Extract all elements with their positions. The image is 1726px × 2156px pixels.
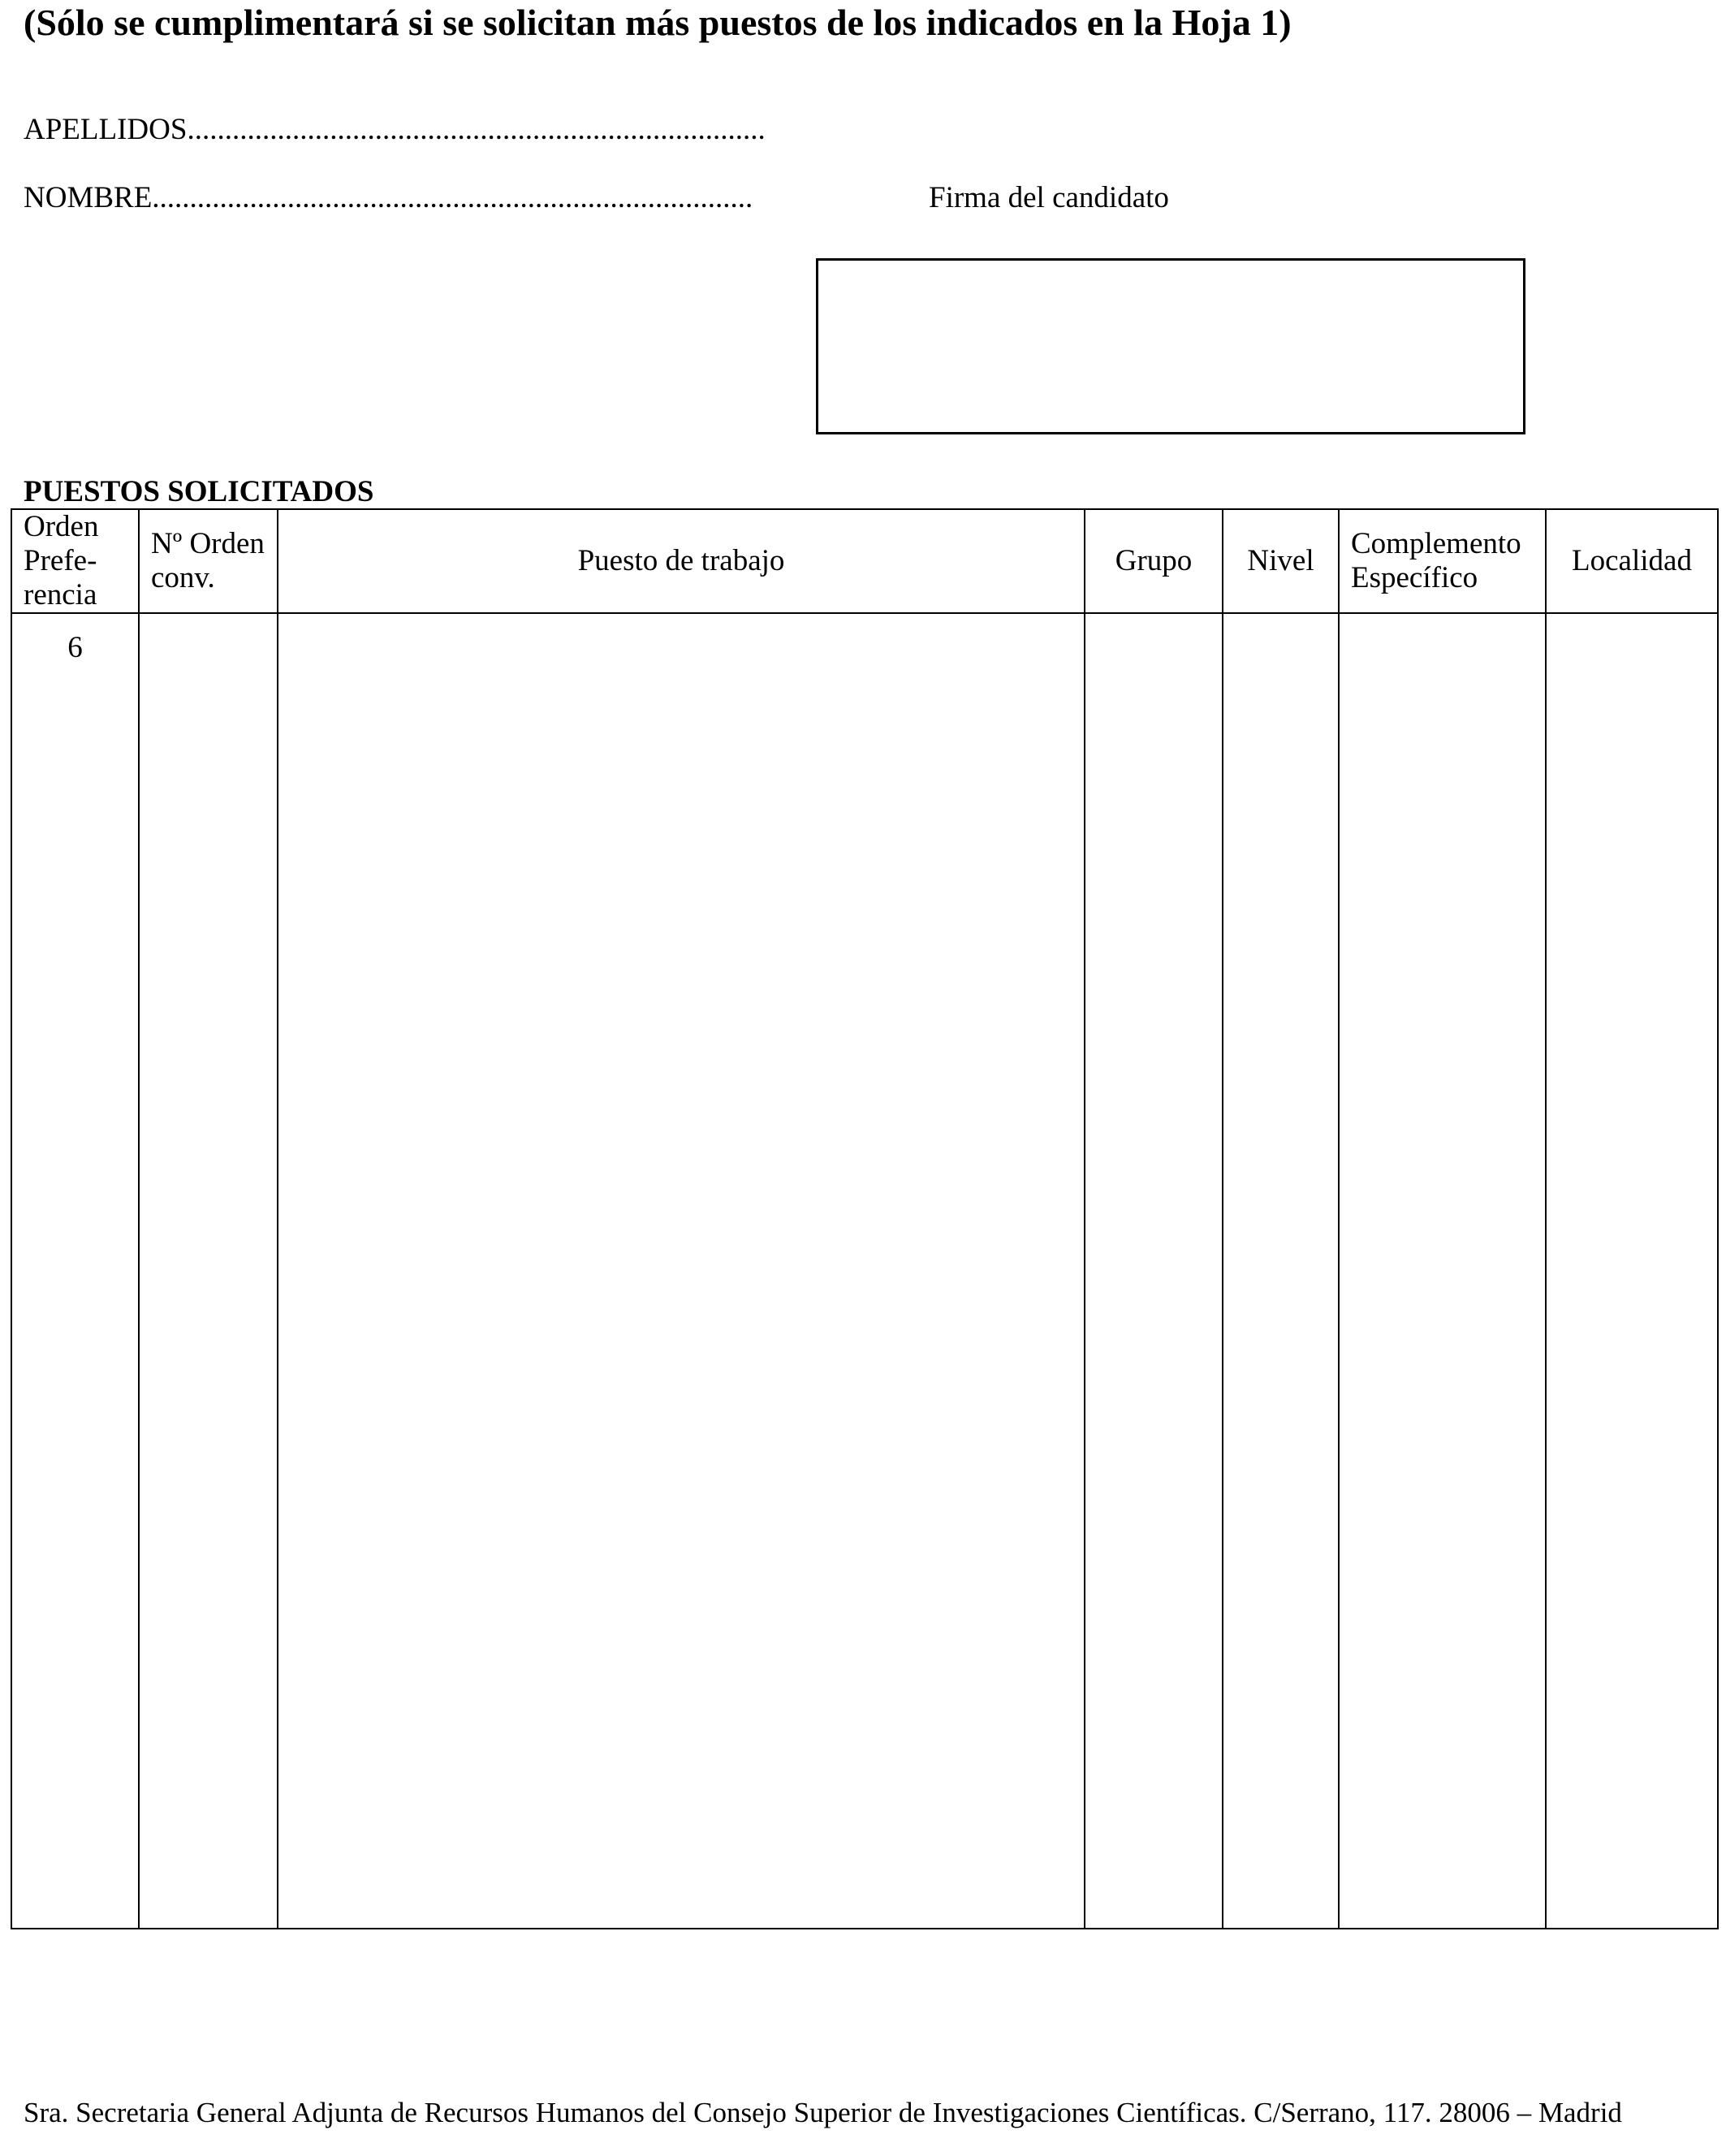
header-localidad: Localidad [1546,509,1718,613]
apellidos-field[interactable]: APELLIDOS............................................................................. [24,113,766,146]
header-orden-preferencia-line: Prefe- [24,544,97,577]
cell-complemento[interactable] [1339,613,1546,1929]
header-complemento-line: Específico [1351,561,1478,594]
header-grupo: Grupo [1085,509,1223,613]
header-orden-preferencia [11,509,139,613]
header-n-orden-conv-line: conv. [151,561,215,594]
header-n-orden-conv-line: Nº Orden [151,527,265,560]
header-complemento [1339,509,1546,613]
table-row [11,613,1718,1929]
cell-puesto[interactable] [278,613,1085,1929]
header-n-orden-conv [139,509,278,613]
cell-nivel[interactable] [1223,613,1339,1929]
firma-label: Firma del candidato [929,181,1169,214]
section-title: PUESTOS SOLICITADOS [24,475,374,508]
positions-table [11,508,1719,1929]
header-orden-preferencia-line: rencia [24,578,97,611]
nombre-field[interactable]: NOMBRE................................................................................ [24,181,753,214]
header-puesto: Puesto de trabajo [278,509,1085,613]
cell-grupo[interactable] [1085,613,1223,1929]
signature-box[interactable] [816,258,1525,434]
header-complemento-line: Complemento [1351,527,1521,560]
header-orden-preferencia-line: Orden [24,510,99,543]
cell-orden-preferencia: 6 [11,613,139,1929]
form-heading: (Sólo se cumplimentará si se solicitan más puestos de los indicados en la Hoja 1) [24,2,1292,43]
cell-localidad[interactable] [1546,613,1718,1929]
table-header-row [11,509,1718,613]
footer-address: Sra. Secretaria General Adjunta de Recursos Humanos del Consejo Superior de Investigaciones Científicas. C/Serrano, 117. 28006 – Madrid [24,2097,1622,2128]
header-nivel: Nivel [1223,509,1339,613]
cell-n-orden-conv[interactable] [139,613,278,1929]
